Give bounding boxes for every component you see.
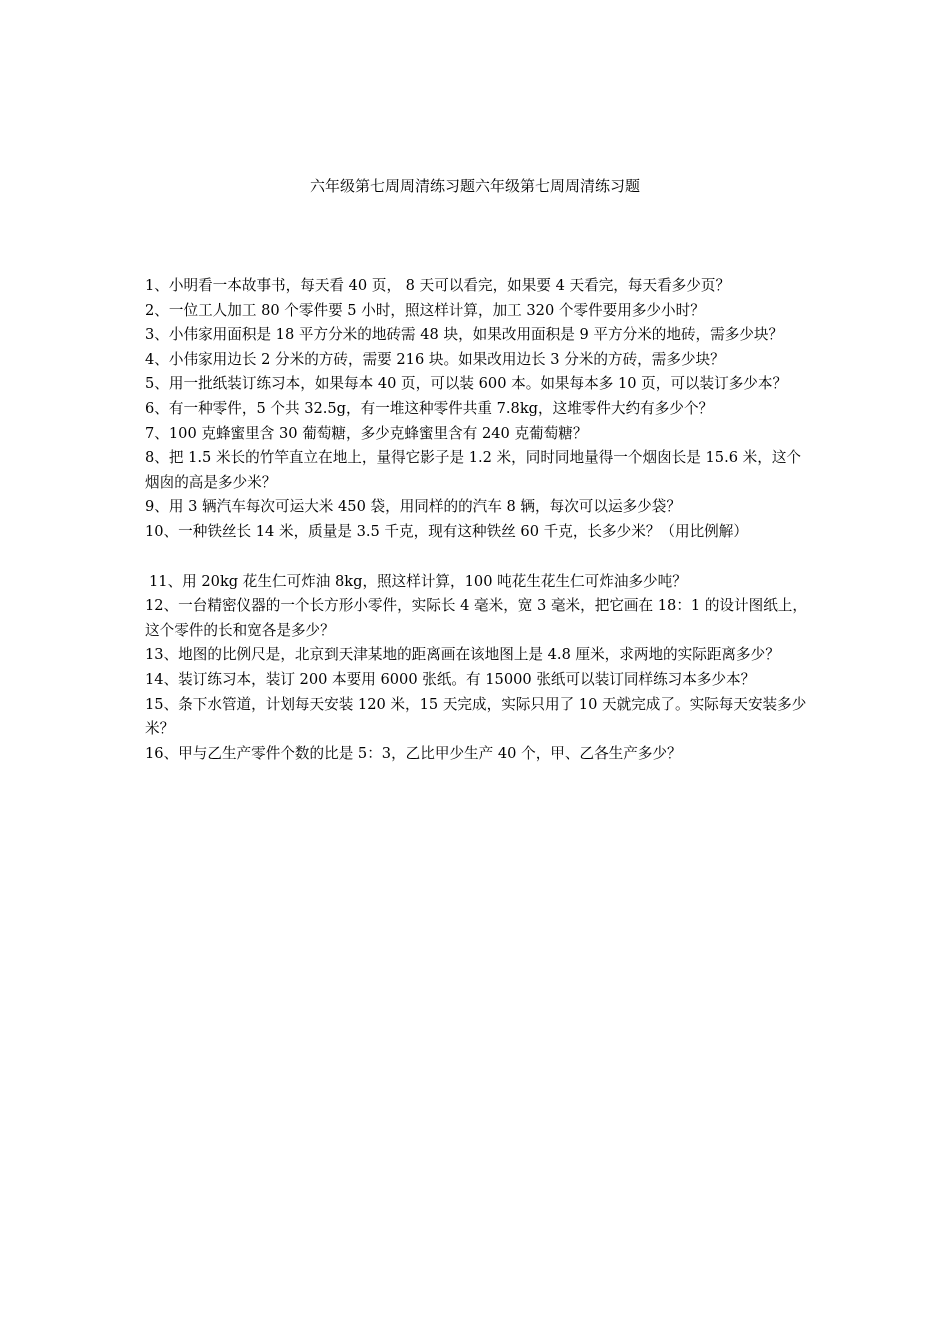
question-item: 6、有一种零件，5 个共 32.5g，有一堆这种零件共重 7.8kg，这堆零件大约有多少个？ bbox=[145, 399, 714, 417]
question-item: 2、一位工人加工 80 个零件要 5 小时，照这样计算，加工 320 个零件要用多少小时？ bbox=[145, 301, 705, 319]
question-item: 4、小伟家用边长 2 分米的方砖，需要 216 块。如果改用边长 3 分米的方砖，需多少块？ bbox=[145, 350, 725, 368]
question-item: 11、用 20kg 花生仁可炸油 8kg，照这样计算，100 吨花生花生仁可炸油多少吨？ bbox=[149, 572, 687, 590]
question-item: 5、用一批纸装订练习本，如果每本 40 页，可以装 600 本。如果每本多 10 页，可以装订多少本？ bbox=[145, 375, 788, 393]
question-item: 12、一台精密仪器的一个长方形小零件，实际长 4 毫米，宽 3 毫米，把它画在 18：1 的设计图纸上，这个零件的长和宽各是多少？ bbox=[145, 597, 807, 639]
question-item: 7、100 克蜂蜜里含 30 葡萄糖，多少克蜂蜜里含有 240 克葡萄糖？ bbox=[145, 424, 588, 442]
question-item: 16、甲与乙生产零件个数的比是 5：3，乙比甲少生产 40 个，甲、乙各生产多少？ bbox=[145, 744, 682, 762]
document-title: 六年级第七周周清练习题六年级第七周周清练习题 bbox=[309, 177, 640, 195]
question-item: 8、把 1.5 米长的竹竿直立在地上，量得它影子是 1.2 米，同时同地量得一个烟囱长是 15.6 米，这个烟囱的高是多少米？ bbox=[145, 449, 802, 491]
question-list bbox=[145, 274, 815, 766]
question-item: 1、小明看一本故事书，每天看 40 页， 8 天可以看完，如果要 4 天看完，每天看多少页？ bbox=[145, 277, 731, 294]
question-item: 14、装订练习本，装订 200 本要用 6000 张纸。有 15000 张纸可以装订同样练习本多少本？ bbox=[145, 670, 756, 688]
question-item: 9、用 3 辆汽车每次可运大米 450 袋，用同样的的汽车 8 辆，每次可以运多少袋？ bbox=[145, 498, 681, 516]
question-item: 13、地图的比例尺是，北京到天津某地的距离画在该地图上是 4.8 厘米，求两地的实际距离多少？ bbox=[145, 646, 780, 664]
question-item: 15、条下水管道，计划每天安装 120 米，15 天完成，实际只用了 10 天就完成了。实际每天安装多少米？ bbox=[145, 695, 807, 738]
question-item: 3、小伟家用面积是 18 平方分米的地砖需 48 块，如果改用面积是 9 平方分米的地砖，需多少块？ bbox=[145, 326, 784, 344]
question-item: 10、一种铁丝长 14 米，质量是 3.5 千克，现有这种铁丝 60 千克，长多少米？（用比例解） bbox=[145, 522, 748, 540]
